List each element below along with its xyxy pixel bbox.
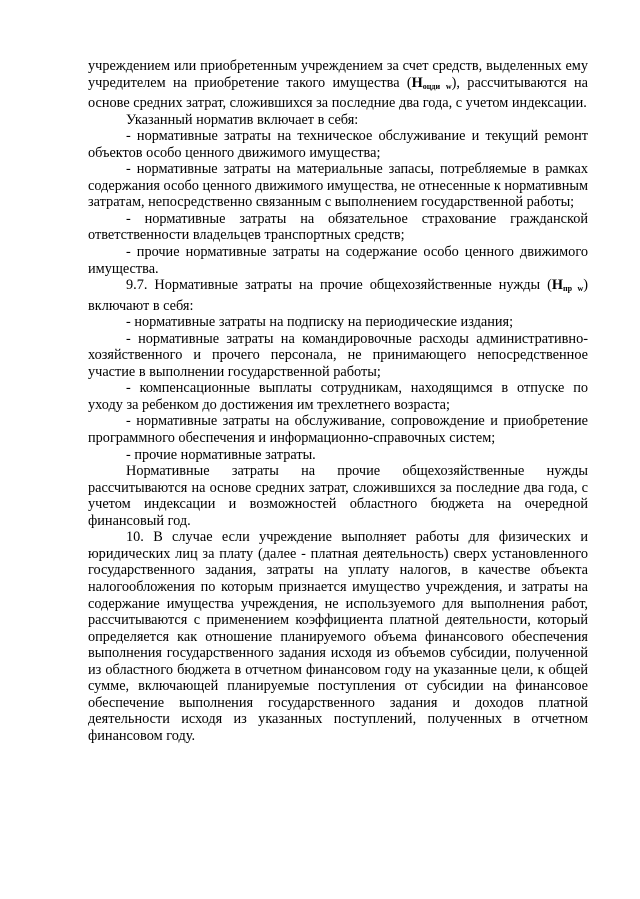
- paragraph: Указанный норматив включает в себя:: [126, 111, 359, 128]
- paragraph: 10. В случае если учреждение выполняет работы для физических и юридических лиц за плату (далее - платная деятельность) сверх установленного государственного задания, затраты на уплату налогов, в качестве объекта налогообложения по которым признается имущество учреждения, и затраты на содержание имущества учреждения, не используемого для выполнения работ, рассчитываются с применением коэффициента платной деятельности, который определяется как отношение планируемого объема финансового обеспечения выполнения государственного задания исходя из объемов субсидии, полученной из областного бюджета в отчетном финансовом году на указанные цели, к общей сумме, включающей планируемые поступления от субсидии на финансовое обеспечение выполнения государственного задания и доходов платной деятельности исходя из указанных поступлений, полученных в отчетном финансовом году.: [88, 529, 588, 744]
- list-item: - нормативные затраты на подписку на периодические издания;: [126, 314, 514, 331]
- list-item: - прочие нормативные затраты.: [126, 446, 316, 463]
- list-item: - нормативные затраты на техническое обслуживание и текущий ремонт объектов особо ценного движимого имущества;: [88, 128, 588, 161]
- list-item: - нормативные затраты на обслуживание, сопровождение и приобретение программного обеспечения и информационно-справочных систем;: [88, 413, 588, 447]
- list-item: - нормативные затраты на обязательное страхование гражданской ответственности владельцев транспортных средств;: [88, 210, 588, 244]
- paragraph: 9.7. Нормативные затраты на прочие общехозяйственные нужды $(Н_{пр w})$ включают в себя:: [88, 277, 588, 314]
- list-item: - компенсационные выплаты сотрудникам, находящимся в отпуске по уходу за ребенком до достижения им трехлетнего возраста;: [88, 380, 588, 413]
- formula-n-ocdi: $Н_{оцди w}$: [411, 74, 452, 91]
- paragraph: Нормативные затраты на прочие общехозяйственные нужды рассчитываются на основе средних затрат, сложившихся за последние два года, с учетом индексации и возможностей областного бюджета на очередной финансовый год.: [88, 463, 588, 529]
- list-item: - нормативные затраты на материальные запасы, потребляемые в рамках содержания особо ценного движимого имущества, не отнесенные к нормативным затратам, непосредственно связанным с выполнением государственной работы;: [88, 161, 588, 211]
- document-page: [88, 58, 588, 744]
- list-item: - нормативные затраты на командировочные расходы административно-хозяйственного и прочего персонала, не принимающего непосредственное участие в выполнении государственной работы;: [88, 330, 588, 380]
- paragraph: учреждением или приобретенным учреждением за счет средств, выделенных ему учредителем на приобретение такого имущества $(Н_{оцди w})$, рассчитываются на основе средних затрат, сложившихся за последние два года, с учетом индексации.: [88, 58, 588, 112]
- list-item: - прочие нормативные затраты на содержание особо ценного движимого имущества.: [88, 244, 588, 277]
- formula-n-pr: $Н_{пр w}$: [551, 277, 584, 294]
